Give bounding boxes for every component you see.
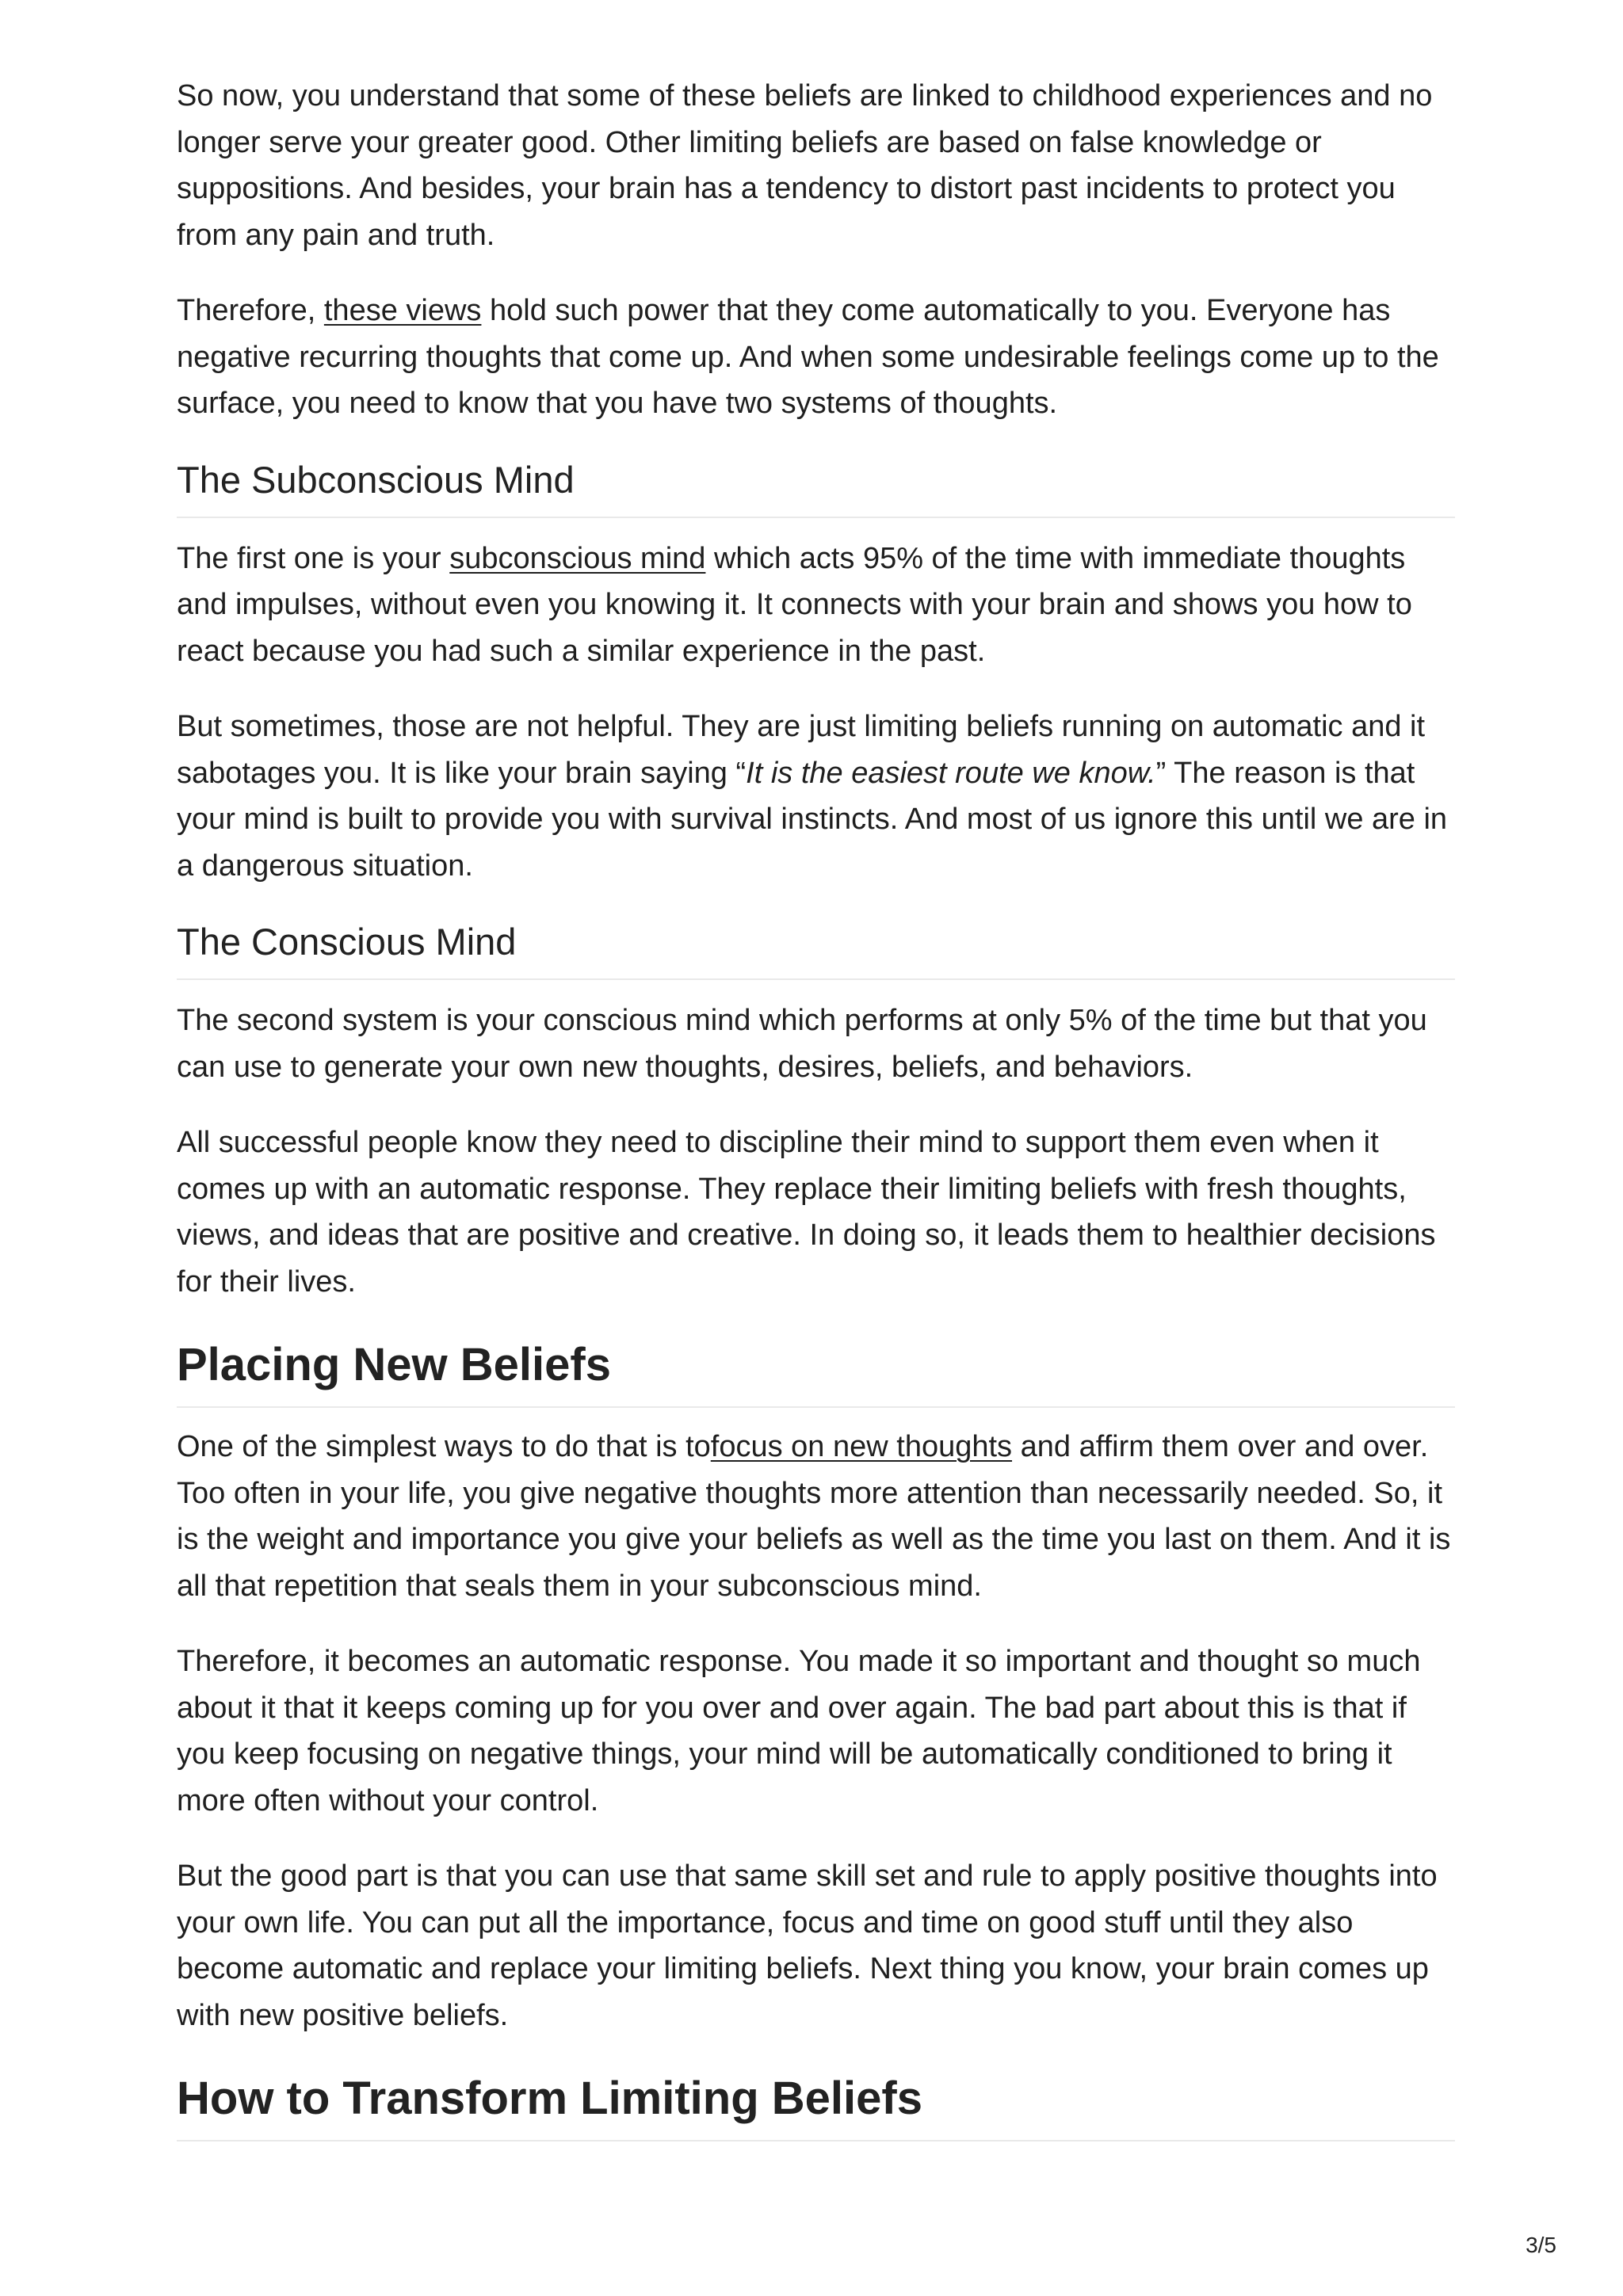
article-body [177, 73, 1455, 2157]
paragraph-conscious: The second system is your conscious mind which performs at only 5% of the time but that you can use to generate your own new thoughts, desires, beliefs, and behaviors. [177, 1004, 1427, 1084]
text: and affirm them over and over. Too often in your life, you give negative thoughts more attention than necessarily needed. So, it is the weight and importance you give your beliefs as well as the time you last on them. And it is all that repetition that seals them in your subconscious mind. [177, 1430, 1451, 1603]
text: Therefore, [177, 294, 324, 327]
text: hold such power that they come automatically to you. Everyone has negative recurring thoughts that come up. And when some undesirable feelings come up to the surface, you need to know that you have two systems of thoughts. [177, 294, 1439, 420]
text: ” The reason is that your mind is built to provide you with survival instincts. And most of us ignore this until we are in a dangerous situation. [177, 756, 1448, 883]
quote-easiest-route: It is the easiest route we know. [746, 756, 1156, 790]
link-focus-on-new-thoughts[interactable]: focus on new thoughts [710, 1430, 1013, 1463]
heading-transform-limiting-beliefs: How to Transform Limiting Beliefs [177, 2070, 1455, 2142]
paragraph-successful-people: All successful people know they need to discipline their mind to support them even when it comes up with an automatic response. They replace their limiting beliefs with fresh thoughts, views, and ideas that are positive and creative. In doing so, it leads them to healthier decisions for their lives. [177, 1126, 1436, 1299]
paragraph-subconscious [177, 536, 1455, 675]
page-number: 3/5 [1526, 2233, 1556, 2257]
paragraph-easiest-route [177, 704, 1455, 889]
paragraph-childhood-beliefs: So now, you understand that some of these beliefs are linked to childhood experiences and no longer serve your greater good. Other limiting beliefs are based on false knowledge or suppositions. And besides, your brain has a tendency to distort past incidents to protect you from any pain and truth. [177, 79, 1433, 252]
paragraph-automatic-response: Therefore, it becomes an automatic response. You made it so important and thought so much about it that it keeps coming up for you over and over again. The bad part about this is that if you keep focusing on negative things, your mind will be automatically conditioned to bring it more often without your control. [177, 1645, 1421, 1817]
heading-subconscious-mind: The Subconscious Mind [177, 456, 1455, 518]
link-these-views[interactable]: these views [323, 294, 482, 327]
text: which acts 95% of the time with immediate thoughts and impulses, without even you knowing it. It connects with your brain and shows you how to react because you had such a similar experience in the past. [177, 541, 1412, 668]
text: The first one is your [177, 541, 450, 575]
paragraph-two-systems [177, 288, 1455, 427]
text: But sometimes, those are not helpful. They are just limiting beliefs running on automatic and it sabotages you. It is like your brain saying “ [177, 710, 1426, 790]
text: One of the simplest ways to do that is to [177, 1430, 711, 1463]
paragraph-good-part: But the good part is that you can use that same skill set and rule to apply positive thoughts into your own life. You can put all the importance, focus and time on good stuff until they also become automatic and replace your limiting beliefs. Next thing you know, your brain comes up with new positive beliefs. [177, 1859, 1438, 2032]
link-subconscious-mind[interactable]: subconscious mind [449, 541, 706, 575]
heading-placing-new-beliefs: Placing New Beliefs [177, 1337, 1455, 1408]
heading-conscious-mind: The Conscious Mind [177, 918, 1455, 980]
paragraph-focus-new-thoughts [177, 1424, 1455, 1609]
